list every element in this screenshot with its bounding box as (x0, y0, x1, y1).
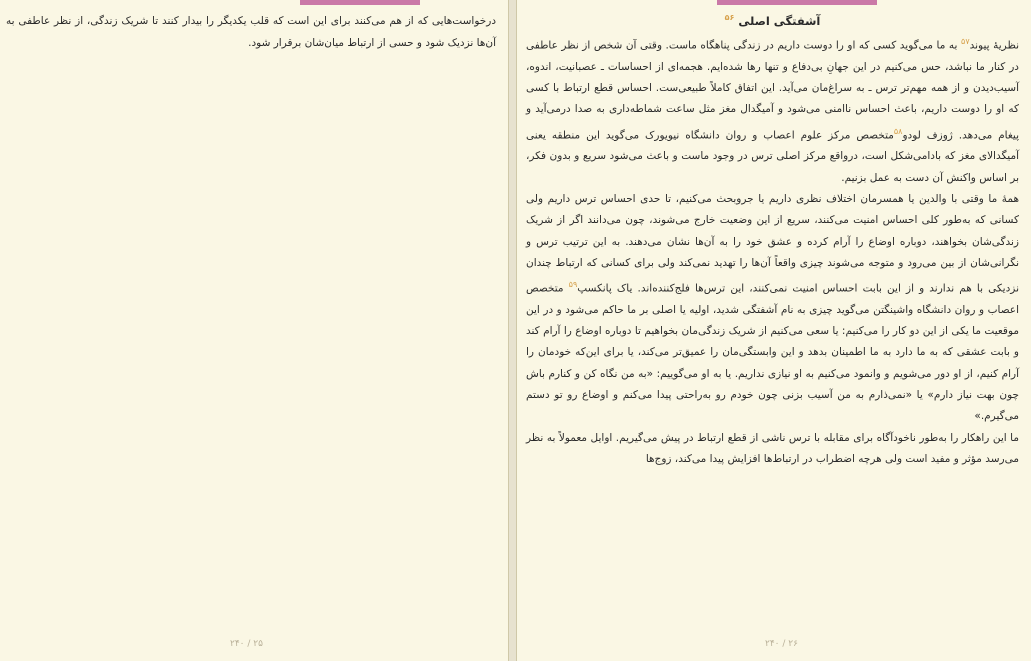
text-run: به ما می‌گوید کسی که او را دوست داریم در زندگی پناهگاه ماست. وقتی آن شخص از نظر عاطفی در کنار ما نباشد، حس می‌کنیم در این جهانِ بی‌دفاع و تنها رها شده‌ایم. هجمه‌ای از احساسات ـ عصبانیت، اندوه، آسیب‌دیدن و از همه مهم‌تر ترس ـ به سراغ‌مان می‌آید. این اتفاق کاملاً طبیعی‌ست. احساس قطع ارتباط با کسی که او را دوست داریم، باعث احساس ناامنی می‌شود و آمیگدال مغز مثل ساعت شماطه‌داری به صدا درمی‌آید و پیغام می‌دهد. ژوزف لودو (526, 39, 1019, 142)
footnote-marker[interactable]: ۵۸ (893, 126, 903, 136)
paragraph (526, 31, 1019, 189)
left-page-text (6, 10, 496, 54)
text-run: نظریهٔ پیوند (969, 39, 1019, 52)
book-gutter (509, 0, 516, 661)
right-page-text (526, 8, 1019, 470)
text-run: متخصص اعصاب و روان دانشگاه واشینگتن می‌گوید چیزی به نام آشفتگی شدید، اولیه یا اصلی بر ما حاکم می‌شود و در این موقعیت ما یکی از این دو کار را می‌کنیم: یا سعی می‌کنیم از شریک زندگی‌مان بخواهیم تا دوباره اوضاع را آرام کند و بابت عشقی که به ما دارد به ما اطمینان بدهد و این وابستگی‌مان را عمیق‌تر می‌کند، یا برای این‌که خودمان را آرام کنیم، از او دور می‌شویم و وانمود می‌کنیم به او نیازی نداریم. یا به او می‌گوییم: «به من نگاه کن و کنارم باش چون بهت نیاز دارم» یا «نمی‌ذارم به من آسیب بزنی چون خودم رو به‌راحتی پیدا می‌کنم و اوضاع رو تو دستم می‌گیرم.» (526, 282, 1019, 423)
page-top-ornament (717, 0, 877, 5)
page-number: ۲۴۰ / ۲۶ (765, 639, 798, 649)
heading-text: آشفتگی اصلی (738, 13, 821, 28)
text-run: همهٔ ما وقتی با والدین یا همسرمان اختلاف نظری داریم یا جروبحث می‌کنیم، تا حدی احساس ترس داریم ولی کسانی که به‌طور کلی احساس امنیت می‌کنند، سریع از این وضعیت خارج می‌شوند، چون می‌دانند اگر از شریک زندگی‌شان بخواهند، دوباره اوضاع را آرام کرده و عشق خود را به آن‌ها نشان می‌دهند. به این ترتیب ترس و نگرانی‌شان از بین می‌رود و متوجه می‌شوند چیزی واقعاً آن‌ها را تهدید نمی‌کند ولی برای کسانی که ارتباط چندان نزدیکی با هم ندارند و از این بابت احساس امنیت نمی‌کنند، این ترس‌ها فلج‌کننده‌اند. یاک پانکسپ (526, 192, 1019, 295)
footnote-marker[interactable]: ۵۹ (568, 280, 578, 290)
footnote-marker[interactable]: ۵۶ (724, 13, 735, 22)
left-page[interactable] (0, 0, 509, 661)
paragraph: درخواست‌هایی که از هم می‌کنند برای این است که قلب یکدیگر را بیدار کنند تا شریک زندگی، از نظر عاطفی به آن‌ها نزدیک شود و حسی از ارتباط میان‌شان برقرار شود. (6, 15, 496, 49)
paragraph: ما این راهکار را به‌طور ناخودآگاه برای مقابله با ترس ناشی از قطع ارتباط در پیش می‌گیریم. اوایل معمولاً به نظر می‌رسد مؤثر و مفید است ولی هرچه اضطراب در ارتباط‌ها افزایش پیدا می‌کند، زوج‌ها (526, 431, 1019, 465)
text-run: متخصص مرکز علوم اعصاب و روان دانشگاه نیویورک می‌گوید این منطقه یعنی آمیگدالای مغز که بادامی‌شکل است، درواقع مرکز اصلی ترس در وجود ماست و باعث می‌شود سریع و بدون فکر، بر اساس واکنش آن دست به عمل بزنیم. (526, 129, 1019, 184)
right-page[interactable] (516, 0, 1031, 661)
page-top-ornament (300, 0, 420, 5)
page-number: ۲۴۰ / ۲۵ (230, 639, 263, 649)
paragraph (526, 189, 1019, 428)
footnote-marker[interactable]: ۵۷ (961, 36, 970, 46)
section-heading (526, 8, 1019, 31)
